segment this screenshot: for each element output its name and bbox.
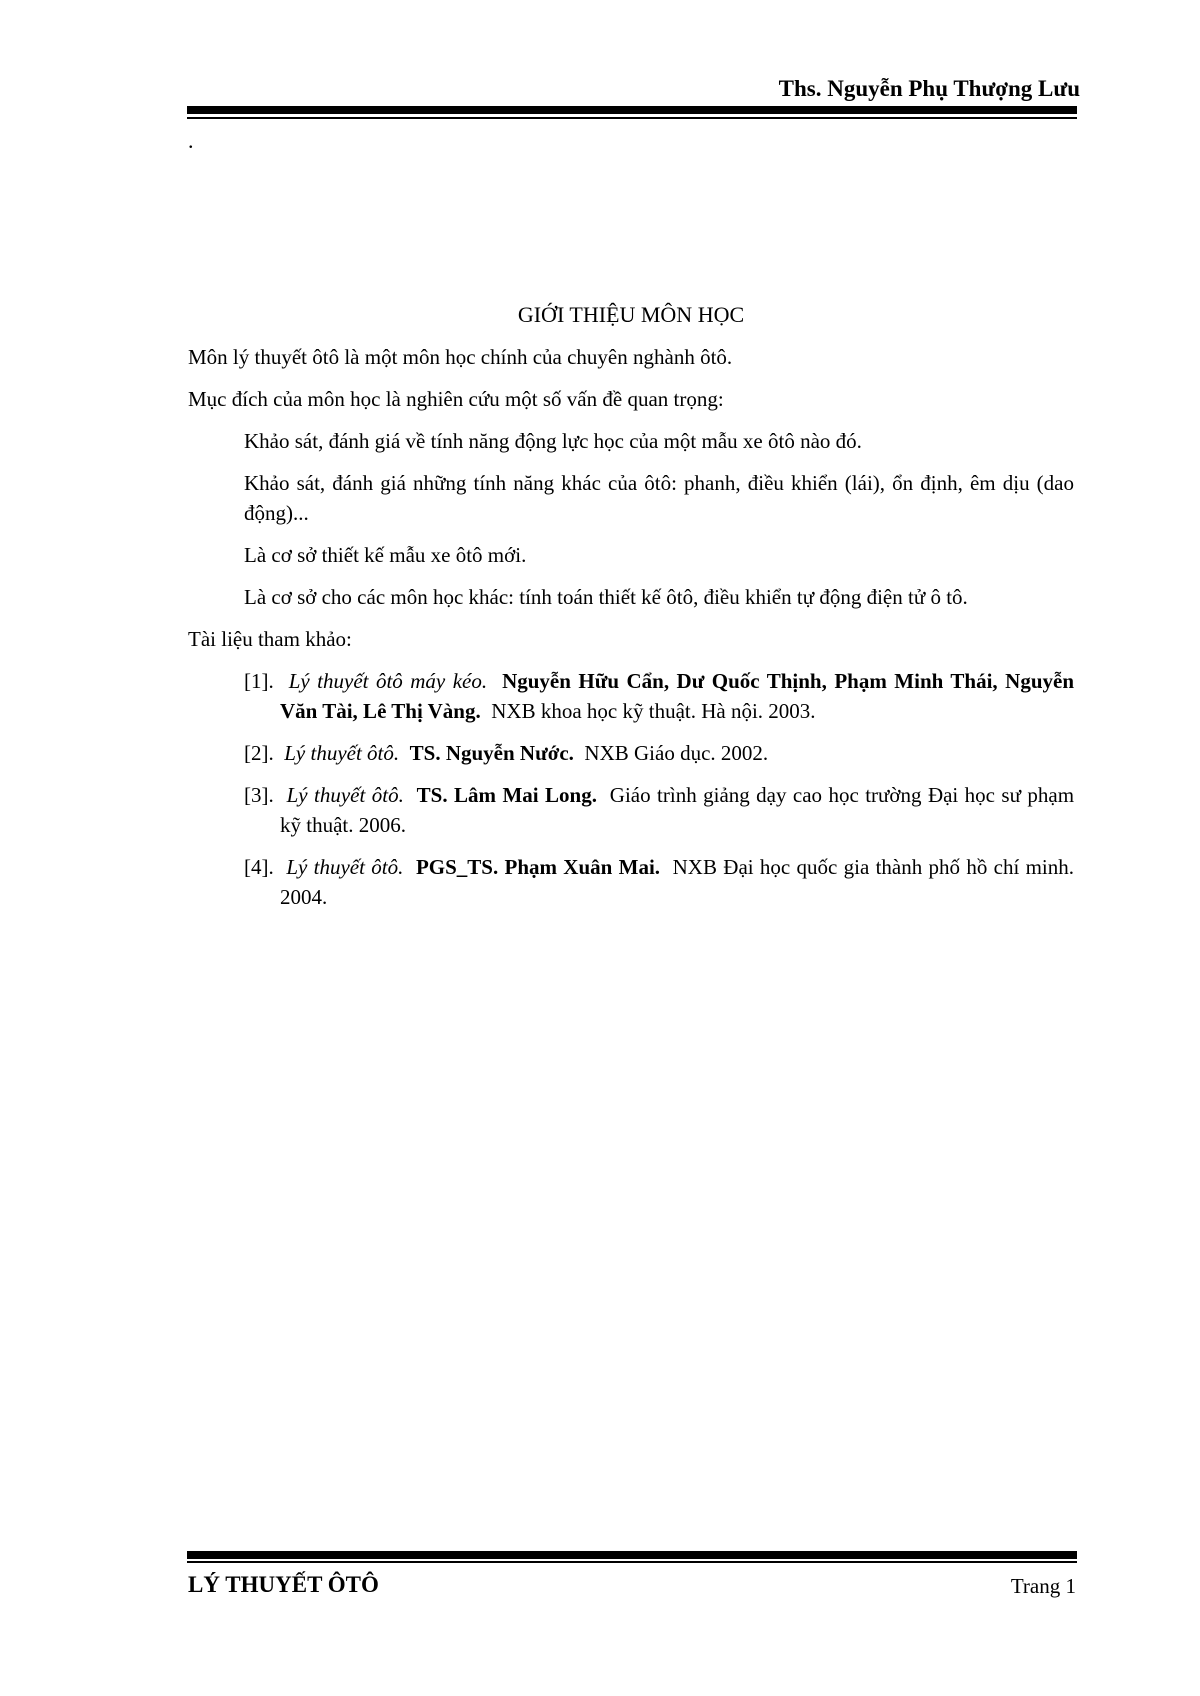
main-content (188, 300, 1074, 924)
stray-mark: . (188, 128, 194, 153)
footer-rule-thin (187, 1561, 1077, 1563)
header-rule-thick (187, 106, 1077, 114)
reference-publisher: NXB Giáo dục. 2002. (584, 741, 769, 765)
reference-item (188, 852, 1074, 912)
reference-item (188, 738, 1074, 768)
purpose-paragraph: Mục đích của môn học là nghiên cứu một số vấn đề quan trọng: (188, 387, 724, 411)
reference-publisher: Giáo trình giảng dạy cao học trường Đại học sư phạm kỹ thuật. 2006. (280, 783, 1075, 837)
reference-authors: PGS_TS. Phạm Xuân Mai. (415, 855, 661, 879)
reference-item (188, 780, 1074, 840)
reference-item (188, 666, 1074, 726)
reference-publisher: NXB Đại học quốc gia thành phố hồ chí minh. 2004. (280, 855, 1074, 909)
reference-index: [4]. (244, 855, 274, 879)
reference-authors: TS. Lâm Mai Long. (416, 783, 597, 807)
section-title: GIỚI THIỆU MÔN HỌC (517, 302, 745, 327)
reference-title: Lý thuyết ôtô. (286, 855, 404, 879)
reference-list (188, 666, 1074, 912)
header-rule-thin (187, 117, 1077, 119)
footer-title: LÝ THUYẾT ÔTÔ (188, 1572, 379, 1597)
purpose-item: Là cơ sở thiết kế mẫu xe ôtô mới. (244, 543, 527, 567)
header-author: Ths. Nguyễn Phụ Thượng Lưu (778, 76, 1080, 101)
reference-title: Lý thuyết ôtô máy kéo. (288, 669, 488, 693)
purpose-item: Là cơ sở cho các môn học khác: tính toán thiết kế ôtô, điều khiển tự động điện tử ô tô. (244, 585, 968, 609)
page-number: Trang 1 (1010, 1574, 1076, 1598)
reference-index: [1]. (244, 669, 274, 693)
reference-index: [3]. (244, 783, 274, 807)
footer-rule-thick (187, 1551, 1077, 1559)
intro-paragraph: Môn lý thuyết ôtô là một môn học chính của chuyên nghành ôtô. (188, 345, 733, 369)
reference-title: Lý thuyết ôtô. (284, 741, 400, 765)
purpose-item: Khảo sát, đánh giá về tính năng động lực học của một mẫu xe ôtô nào đó. (244, 429, 862, 453)
reference-authors: Nguyễn Hữu Cẩn, Dư Quốc Thịnh, Phạm Minh Thái, Nguyễn Văn Tài, Lê Thị Vàng. (280, 669, 1075, 723)
reference-authors: TS. Nguyễn Nước. (409, 741, 574, 765)
reference-title: Lý thuyết ôtô. (286, 783, 404, 807)
purpose-item: Khảo sát, đánh giá những tính năng khác của ôtô: phanh, điều khiển (lái), ổn định, êm dịu (dao động)... (244, 471, 1074, 525)
reference-index: [2]. (244, 741, 274, 765)
references-heading: Tài liệu tham khảo: (188, 627, 352, 651)
reference-publisher: NXB khoa học kỹ thuật. Hà nội. 2003. (491, 699, 816, 723)
